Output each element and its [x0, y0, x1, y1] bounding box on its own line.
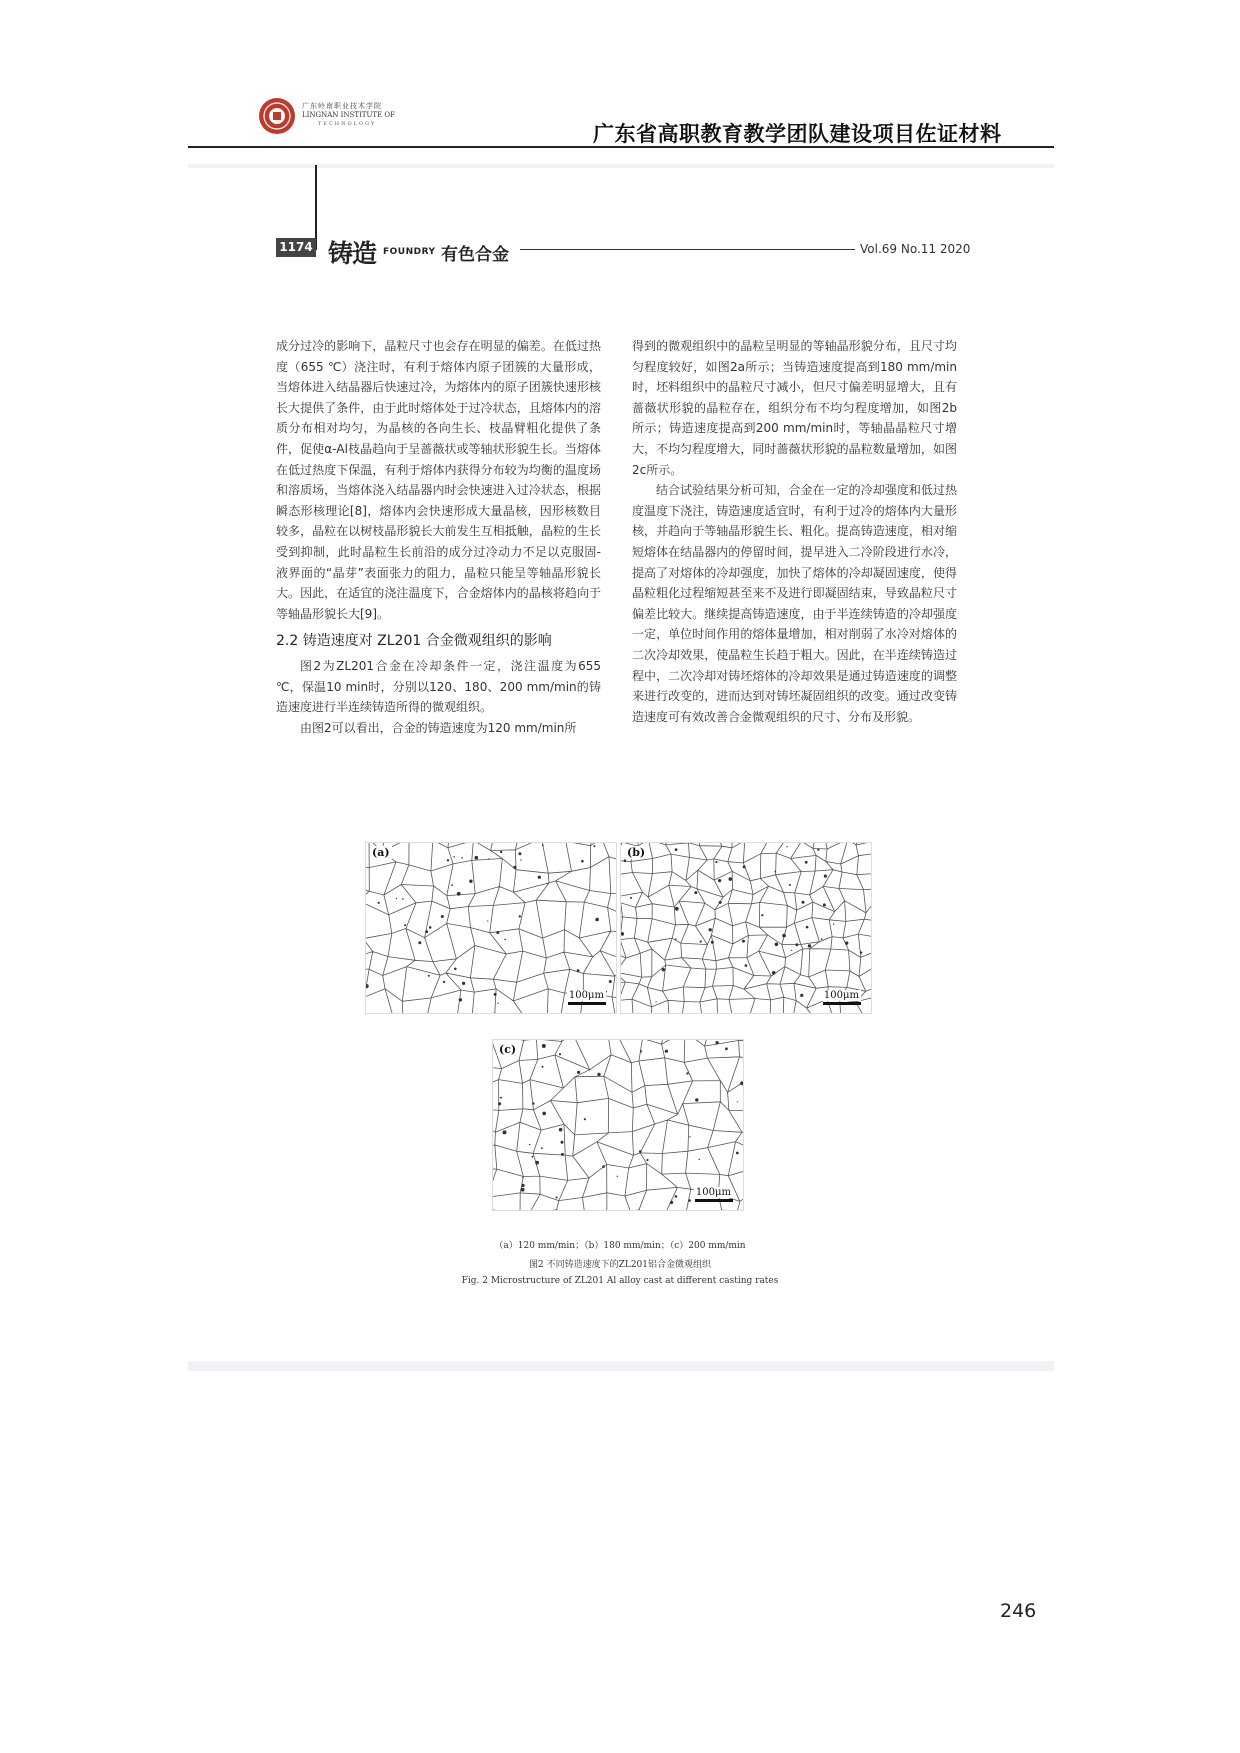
scale-label-a: 100μm [568, 990, 604, 1001]
precipitate-dot [782, 934, 786, 938]
precipitate-dot [670, 1201, 673, 1204]
precipitate-dot [459, 998, 462, 1001]
precipitate-dot [662, 968, 665, 971]
precipitate-dot [665, 1050, 668, 1053]
scale-label-c: 100μm [695, 1187, 731, 1198]
scan-bottom-edge [188, 1361, 1054, 1371]
precipitate-dot [737, 1101, 738, 1102]
precipitate-dot [428, 975, 430, 977]
grain-boundaries [366, 843, 616, 1013]
precipitate-dot [795, 943, 798, 946]
precipitate-dot [584, 1118, 586, 1120]
precipitate-dot [504, 939, 506, 941]
precipitate-dot [786, 846, 787, 847]
precipitate-dot [519, 915, 521, 917]
precipitate-dot [716, 1041, 719, 1044]
panel-label-b: (b) [627, 846, 646, 859]
precipitate-dot [743, 865, 746, 868]
precipitate-dot [595, 918, 599, 922]
precipitate-dot [675, 938, 677, 940]
precipitate-dot [709, 928, 712, 931]
precipitate-dot [736, 1152, 739, 1155]
figure-caption-en: Fig. 2 Microstructure of ZL201 Al alloy cast at different casting rates [461, 1276, 779, 1286]
precipitate-dot [520, 859, 521, 860]
precipitate-dot [646, 1159, 648, 1161]
precipitate-dot [487, 920, 488, 921]
precipitate-dot [688, 1199, 691, 1202]
precipitate-dot [729, 877, 733, 881]
precipitate-dot [624, 859, 627, 862]
precipitate-dot [740, 1081, 743, 1085]
scale-bar-b [823, 1002, 861, 1005]
precipitate-dot [443, 981, 445, 983]
precipitate-dot [602, 1165, 605, 1168]
precipitate-dot [761, 914, 763, 916]
right-paragraph-2: 结合试验结果分析可知，合金在一定的冷却强度和低过热度温度下浇注，铸造速度适宜时，有利于过冷的熔体内大量形核，并趋向于等轴晶形貌生长、粗化。提高铸造速度，相对缩短熔体在结晶器内的停留时间，提早进入二冷阶段进行水冷，提高了对熔体的冷却强度，加快了熔体的冷却凝固速度，使得晶粒粗化过程缩短甚至来不及进行即凝固结束，导致晶粒尺寸偏差比较大。继续提高铸造速度，由于半连续铸造的冷却强度一定，单位时间作用的熔体量增加，相对削弱了水冷对熔体的二次冷却效果，使晶粒生长趋于粗大。因此，在半连续铸造过程中，二次冷却对铸坯熔体的冷却效果是通过铸造速度的调整来进行改变的，进而达到对铸坯凝固组织的改变。通过改变铸造速度可有效改善合金微观组织的尺寸、分布及形貌。 [632, 483, 957, 724]
precipitate-dot [800, 994, 803, 997]
section-heading: 2.2 铸造速度对 ZL201 合金微观组织的影响 [276, 633, 552, 650]
precipitate-dot [640, 1050, 642, 1052]
precipitate-dot [559, 1053, 561, 1055]
micrograph-a [365, 842, 617, 1014]
precipitate-dot [700, 940, 702, 942]
precipitate-dot [711, 941, 714, 944]
precipitate-dot [808, 944, 811, 947]
precipitate-dot [542, 1044, 546, 1048]
precipitate-dot [656, 1001, 657, 1002]
scan-top-edge [188, 164, 1054, 168]
precipitate-dot [597, 1073, 600, 1076]
precipitate-dot [742, 940, 745, 943]
precipitate-dot [521, 1188, 525, 1192]
precipitate-dot [538, 876, 541, 879]
institution-name-cn: 广东岭南职业技术学院 [302, 102, 382, 110]
precipitate-dot [404, 924, 406, 926]
precipitate-dot [498, 1102, 501, 1105]
figure-subcaption: （a）120 mm/min；（b）180 mm/min；（c）200 mm/min [494, 1241, 746, 1251]
right-paragraph-1: 得到的微观组织中的晶粒呈明显的等轴晶形貌分布，且尺寸均匀程度较好，如图2a所示；当铸造速度提高到180 mm/min时，坯料组织中的晶粒尺寸减小，但尺寸偏差明显增大，且有蔷薇状形貌的晶粒存在，组织分布不均匀程度增加，如图2b所示；铸造速度提高到200 mm/min时，等轴晶晶粒尺寸增大，不均匀程度增大，同时蔷薇状形貌的晶粒数量增加，如图2c所示。 [632, 339, 957, 477]
precipitate-dot [823, 903, 826, 906]
precipitate-dot [488, 858, 489, 859]
precipitate-dot [774, 871, 776, 873]
precipitate-dot [532, 1156, 534, 1158]
panel-label-c: (c) [499, 1043, 517, 1056]
precipitate-dot [789, 884, 791, 886]
precipitate-dot [559, 1128, 563, 1132]
precipitate-dot [817, 849, 819, 851]
precipitate-dot [542, 1112, 546, 1116]
scale-bar-c [695, 1199, 733, 1202]
precipitate-dot [418, 941, 421, 944]
institution-logo-icon [258, 97, 296, 135]
left-paragraph-1: 成分过冷的影响下，晶粒尺寸也会存在明显的偏差。在低过热度（655 ℃）浇注时，有利于熔体内原子团簇的大量形成，当熔体进入结晶器后快速过冷，为熔体内的原子团簇快速形核长大提供了条件，由于此时熔体处于过冷状态，且熔体内的溶质分布相对均匀，为晶核的各向生长、枝晶臂粗化提供了条件，促使α-Al枝晶趋向于呈蔷薇状或等轴状形貌生长。当熔体在低过热度下保温，有利于熔体内获得分布较为均衡的温度场和溶质场，当熔体浇入结晶器内时会快速进入过冷状态，根据瞬态形核理论[8]，熔体内会快速形成大量晶核，因形核数目较多，晶粒在以树枝晶形貌长大前发生互相抵触，晶粒的生长受到抑制，此时晶粒生长前沿的成分过冷动力不足以克服固-液界面的“晶芽”表面张力的阻力，晶粒只能呈等轴晶形貌长大。因此，在适宜的浇注温度下，合金熔体内的晶核将趋向于等轴晶形貌长大[9]。 [276, 339, 601, 621]
precipitate-dot [429, 926, 432, 929]
precipitate-dot [522, 1177, 523, 1178]
precipitate-dot [695, 1098, 698, 1101]
institution-name-en-sub: TECHNOLOGY [318, 121, 377, 127]
precipitate-dot [802, 901, 805, 904]
scale-bar-a [568, 1002, 606, 1005]
precipitate-dot [451, 884, 453, 886]
precipitate-dot [541, 1147, 543, 1149]
precipitate-dot [518, 852, 521, 855]
precipitate-dot [689, 1136, 690, 1137]
precipitate-dot [686, 1072, 688, 1074]
precipitate-dot [500, 1097, 502, 1099]
precipitate-dot [639, 1150, 642, 1153]
precipitate-dot [396, 898, 397, 899]
journal-name-cn: 铸造 [328, 239, 377, 268]
figure-caption-cn: 图2 不同铸造速度下的ZL201铝合金微观组织 [529, 1260, 711, 1270]
precipitate-dot [542, 844, 544, 846]
precipitate-dot [513, 866, 516, 869]
precipitate-dot [609, 980, 612, 983]
header-rule [188, 146, 1054, 148]
precipitate-dot [494, 993, 497, 996]
precipitate-dot [715, 861, 717, 863]
precipitate-dot [860, 951, 862, 953]
precipitate-dot [725, 1047, 728, 1050]
precipitate-dot [453, 856, 455, 858]
grain-boundaries [493, 1040, 743, 1210]
precipitate-dot [718, 879, 721, 882]
precipitate-dot [532, 1102, 534, 1104]
precipitate-dot [675, 848, 678, 851]
precipitate-dot [745, 964, 748, 967]
precipitate-dot [675, 1195, 678, 1198]
precipitate-dot [469, 880, 472, 883]
institution-name-en: LINGNAN INSTITUTE OF [302, 111, 395, 119]
precipitate-dot [425, 930, 428, 933]
precipitate-dot [694, 891, 697, 894]
precipitate-dot [621, 932, 624, 936]
panel-label-a: (a) [372, 846, 390, 859]
precipitate-dot [454, 968, 457, 971]
precipitate-dot [593, 845, 595, 847]
precipitate-dot [475, 856, 479, 860]
journal-section: 有色合金 [441, 245, 509, 265]
journal-volume: Vol.69 No.11 2020 [860, 242, 971, 256]
precipitate-dot [775, 943, 779, 947]
precipitate-dot [457, 892, 461, 896]
precipitate-dot [366, 984, 369, 988]
precipitate-dot [845, 941, 848, 944]
precipitate-dot [617, 1176, 618, 1177]
precipitate-dot [535, 1161, 539, 1165]
precipitate-dot [833, 923, 834, 924]
micrograph-b [620, 842, 872, 1014]
precipitate-dot [461, 857, 463, 859]
precipitate-dot [675, 907, 679, 911]
micrograph-c [492, 1039, 744, 1211]
precipitate-dot [821, 938, 823, 940]
precipitate-dot [577, 969, 580, 972]
precipitate-dot [529, 1144, 531, 1146]
precipitate-dot [806, 926, 809, 929]
precipitate-dot [522, 1184, 525, 1187]
precipitate-dot [581, 860, 584, 863]
precipitate-dot [805, 861, 808, 864]
precipitate-dot [500, 851, 502, 853]
precipitate-dot [561, 1153, 564, 1156]
scale-label-b: 100μm [823, 990, 859, 1001]
precipitate-dot [402, 898, 404, 900]
left-column [276, 336, 601, 738]
precipitate-dot [791, 950, 792, 951]
precipitate-dot [497, 1003, 498, 1004]
precipitate-dot [630, 897, 632, 899]
precipitate-dot [772, 971, 776, 975]
journal-header-line [520, 249, 855, 250]
precipitate-dot [719, 901, 722, 904]
precipitate-dot [824, 875, 827, 878]
right-column [632, 336, 957, 727]
precipitate-dot [577, 1071, 580, 1074]
left-paragraph-2: 图2为ZL201合金在冷却条件一定，浇注温度为655 ℃，保温10 min时，分别以120、180、200 mm/min的铸造速度进行半连续铸造所得的微观组织。 [276, 658, 601, 715]
precipitate-dot [462, 982, 465, 985]
precipitate-dot [496, 931, 499, 934]
page-number: 246 [1000, 1600, 1037, 1622]
left-paragraph-3: 由图2可以看出，合金的铸造速度为120 mm/min所 [300, 720, 577, 735]
precipitate-dot [378, 902, 380, 904]
journal-name-en: FOUNDRY [383, 247, 436, 257]
precipitate-dot [699, 1159, 700, 1160]
precipitate-dot [447, 859, 449, 861]
precipitate-dot [441, 915, 444, 918]
precipitate-dot [503, 1130, 507, 1134]
document-title: 广东省高职教育教学团队建设项目佐证材料 [593, 122, 1002, 146]
journal-page-number: 1174 [276, 238, 316, 257]
grain-boundaries [621, 843, 871, 1013]
precipitate-dot [556, 1197, 558, 1199]
precipitate-dot [542, 1066, 544, 1068]
precipitate-dot [561, 1141, 564, 1144]
